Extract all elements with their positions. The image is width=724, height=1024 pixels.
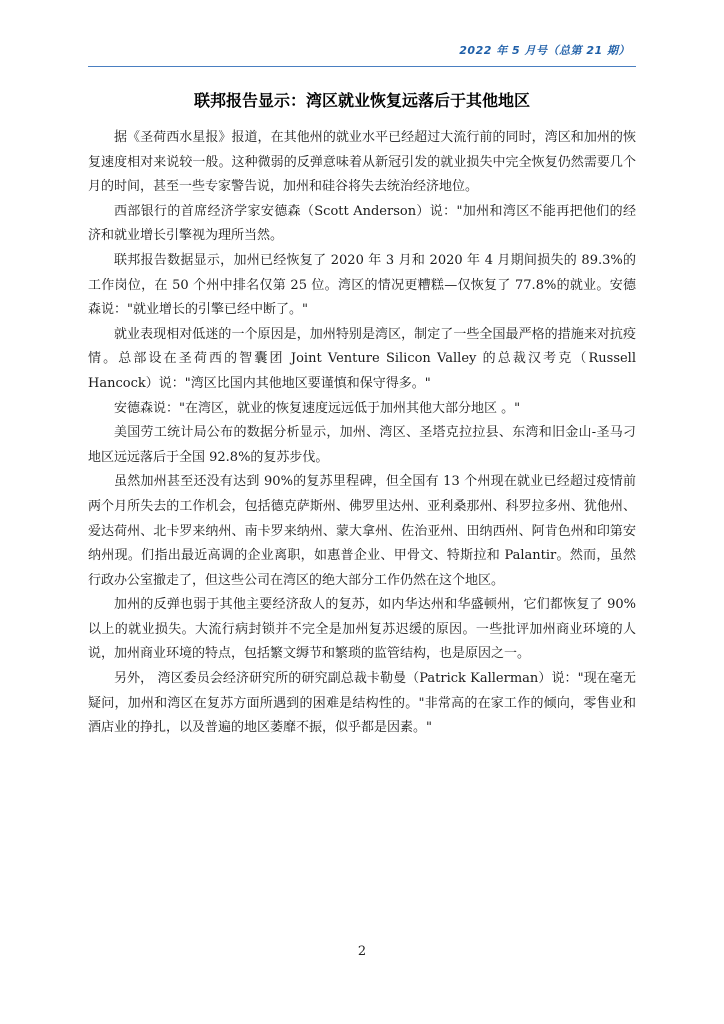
paragraph-6: 美国劳工统计局公布的数据分析显示，加州、湾区、圣塔克拉拉县、东湾和旧金山-圣马刁地区远远落后于全国 92.8%的复苏步伐。 bbox=[88, 425, 636, 465]
paragraph-4: 就业表现相对低迷的一个原因是，加州特别是湾区，制定了一些全国最严格的措施来对抗疫情。总部设在圣荷西的智囊团 Joint Venture Silicon Valley 的总裁汉考克（Russell Hancock）说："湾区比国内其他地区要谨慎和保守得多。" bbox=[88, 326, 636, 391]
paragraph-2: 西部银行的首席经济学家安德森（Scott Anderson）说："加州和湾区不能再把他们的经济和就业增长引擎视为理所当然。 bbox=[88, 203, 636, 244]
issue-label: 2022 年 5 月号（总第 21 期） bbox=[459, 44, 630, 57]
paragraph-3: 联邦报告数据显示，加州已经恢复了 2020 年 3 月和 2020 年 4 月期间损失的 89.3%的工作岗位，在 50 个州中排名仅第 25 位。湾区的情况更糟糕—仅恢复了 77.8%的就业。安德森说："就业增长的引擎已经中断了。" bbox=[88, 252, 636, 318]
page-number: 2 bbox=[357, 944, 367, 959]
paragraph-5: 安德森说："在湾区，就业的恢复速度远远低于加州其他大部分地区 。" bbox=[114, 400, 521, 416]
paragraph-8: 加州的反弹也弱于其他主要经济敌人的复苏，如内华达州和华盛顿州，它们都恢复了 90%以上的就业损失。大流行病封锁并不完全是加州复苏迟缓的原因。一些批评加州商业环境的人说，加州商业环境的特点，包括繁文缛节和繁琐的监管结构，也是原因之一。 bbox=[88, 597, 636, 662]
paragraph-1: 据《圣荷西水星报》报道，在其他州的就业水平已经超过大流行前的同时，湾区和加州的恢复速度相对来说较一般。这种微弱的反弹意味着从新冠引发的就业损失中完全恢复仍然需要几个月的时间，甚至一些专家警告说，加州和硅谷将失去统治经济地位。 bbox=[88, 130, 636, 195]
article-body bbox=[88, 126, 636, 741]
article-title: 联邦报告显示：湾区就业恢复远落后于其他地区 bbox=[193, 91, 530, 110]
paragraph-7: 虽然加州甚至还没有达到 90%的复苏里程碑，但全国有 13 个州现在就业已经超过疫情前两个月所失去的工作机会，包括德克萨斯州、佛罗里达州、亚利桑那州、科罗拉多州、犹他州、爱达荷州、北卡罗来纳州、南卡罗来纳州、蒙大拿州、佐治亚州、田纳西州、阿肯色州和印第安纳州现。们指出最近高调的企业离职，如惠普企业、甲骨文、特斯拉和 Palantir。然而，虽然行政办公室撤走了，但这些公司在湾区的绝大部分工作仍然在这个地区。 bbox=[88, 474, 636, 588]
paragraph-9: 另外， 湾区委员会经济研究所的研究副总裁卡勒曼（Patrick Kallerman）说："现在毫无疑问，加州和湾区在复苏方面所遇到的困难是结构性的。"非常高的在家工作的倾向，零售业和酒店业的挣扎，以及普遍的地区萎靡不振，似乎都是因素。" bbox=[88, 671, 636, 736]
header-divider bbox=[88, 66, 636, 67]
